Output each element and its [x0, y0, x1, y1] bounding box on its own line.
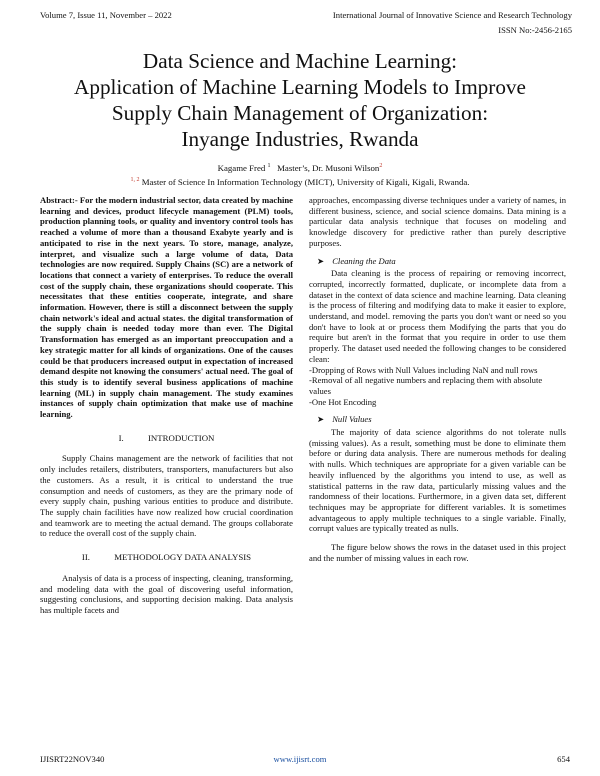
null-paragraph: The majority of data science algorithms do not tolerate nulls (missing values). As a result, something must be done to eliminate them before or during data analysis. There are numerous methods for dealing with nulls. Which techniques are appropriate for a given variable can be heavily influenced by the algorithms you intend to use, as well as statistical patterns in the raw data, particularly missing values and the randomness of their locations. Furthermore, in a given data set, different techniques may be appropriate for different variables. It is sometimes advantageous to apply multiple techniques to a single variable. Finally, corrupt values are typically treated as nulls.: [309, 427, 566, 534]
journal-volume: Volume 7, Issue 11, November – 2022: [40, 10, 172, 20]
title-line: Application of Machine Learning Models to Improve: [74, 75, 526, 99]
section-heading: [40, 552, 293, 563]
author-degree: Master’s,: [277, 163, 310, 173]
arrowhead-bullet-icon: ➤: [317, 255, 325, 266]
section-number: I.: [118, 432, 124, 443]
section-number: II.: [81, 552, 90, 563]
right-column: [309, 195, 566, 564]
author-sup: 2: [379, 163, 383, 169]
cleaning-paragraph: Data cleaning is the process of repairing or removing incorrect, corrupted, incorrectly formatted, duplicate, or incomplete data from a dataset in the context of data science and machine learning. Data cleaning is the process of filtering and modifying data to make it easier to explore, understand, and model. removing the parts you don't want or need so you don't have to look at or process them Modifying the parts that you do require but aren't in the format that you require in order to use them properly. The dataset used needed the following changes to be considered clean:: [309, 268, 566, 364]
list-item: -One Hot Encoding: [309, 396, 377, 407]
author-list: [0, 163, 600, 174]
subsection-title: Cleaning the Data: [332, 255, 396, 266]
subsection-title: Null Values: [332, 414, 372, 425]
title-line: Inyange Industries, Rwanda: [181, 127, 419, 151]
title-line: Data Science and Machine Learning:: [142, 49, 458, 73]
intro-paragraph: Supply Chains management are the network of facilities that not only includes retailers, distributers, transporters, manufacturers but also the customers. As a result, it is critical to understand the true consumption and needs of customers, as they are the primary node of every supply chain, pushing various entities to produce and distribute. The supply chain facilities have now realized how crucial coordination and teamwork are to meeting the actual demand. The groups collaborate to reduce the overall cost of the supply chain.: [40, 453, 293, 539]
author-sup: 1: [267, 163, 271, 169]
journal-website-link[interactable]: www.ijisrt.com: [273, 754, 327, 764]
subsection-heading: [317, 256, 566, 267]
figure-intro-paragraph: The figure below shows the rows in the dataset used in this project and the number of missing values in each row.: [309, 542, 566, 563]
author-name: Kagame Fred: [217, 163, 266, 173]
abstract: Abstract:- For the modern industrial sector, data created by machine learning and devices, product lifecycle management (PLM) tools, production planning tools, or quality and inventory control tools has reached a volume of more than a thousand Exabyte yearly and is anticipated to rise in the next years. To store, manage, analyze, interpret, and visualize such a large volume of data, Data technologies are now required. Supply Chains (SC) are a network of locations that connect a variety of enterprises. To reduce the overall cost of the supply chain, these organizations should cooperate. This necessitates that these entities cooperate, integrate, and share information. However, there is still a disconnect between the supply chain network's ideal and actual states. the digital transformation of the supply chain is needed today more than ever. The Digital Transformation has emerged as an important preoccupation and a key strategic matter for all kinds of organizations. One of the causes could be that producers increased output in expectation of increased demand despite not knowing the consumers' actual need. The goal of this study is to identify several business applications of machine learning (ML) in supply chain management. The study examines instances of supply chain optimization that make use of machine learning.: [40, 195, 293, 420]
journal-issn: ISSN No:-2456-2165: [498, 25, 572, 35]
method-paragraph: Analysis of data is a process of inspecting, cleaning, transforming, and modeling data with the goal of discovering useful information, suggesting conclusions, and supporting decision making. Data analysis has multiple facets and: [40, 572, 293, 615]
page-number: 654: [557, 754, 570, 764]
affiliation: [0, 177, 600, 188]
continuation-paragraph: approaches, encompassing diverse techniques under a variety of names, in different business, science, and social science domains. Data mining is a particular data analysis technique that focuses on modeling and knowledge discovery for predictive rather than purely descriptive purposes.: [309, 195, 566, 248]
list-item: -Dropping of Rows with Null Values including NaN and null rows: [309, 364, 538, 375]
paper-id: IJISRT22NOV340: [40, 754, 105, 764]
affiliation-text: Master of Science In Information Technology (MICT), University of Kigali, Kigali, Rwanda.: [141, 177, 470, 187]
arrowhead-bullet-icon: ➤: [317, 414, 325, 425]
section-heading: [40, 433, 293, 444]
subsection-heading: [317, 414, 566, 425]
cleaning-list: [309, 365, 566, 408]
journal-name: International Journal of Innovative Science and Research Technology: [332, 10, 572, 20]
left-column: [40, 195, 293, 616]
title-line: Supply Chain Management of Organization:: [111, 101, 489, 125]
section-title: METHODOLOGY DATA ANALYSIS: [114, 552, 252, 563]
list-item: -Removal of all negative numbers and replacing them with absolute values: [309, 375, 543, 396]
affil-sup: 1, 2: [130, 177, 140, 183]
paper-title: [30, 48, 570, 152]
author-name: Dr. Musoni Wilson: [312, 163, 380, 173]
section-title: INTRODUCTION: [147, 432, 215, 443]
